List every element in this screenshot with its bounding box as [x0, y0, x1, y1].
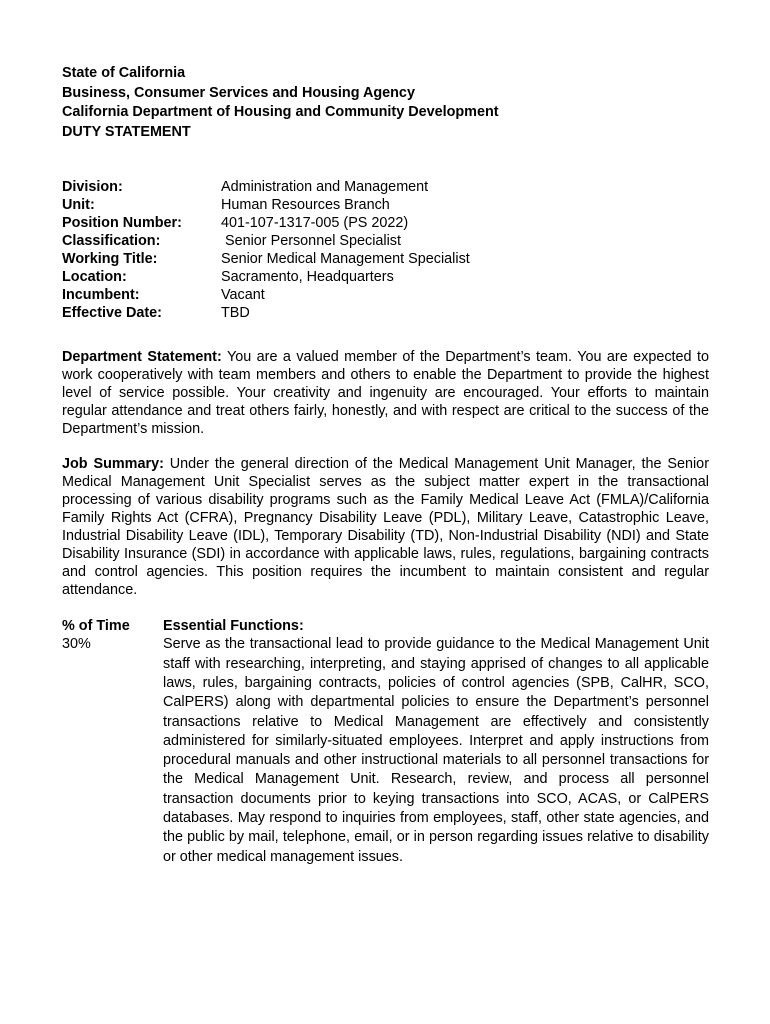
info-value: Senior Personnel Specialist: [221, 233, 401, 250]
info-row-classification: [62, 232, 709, 250]
department-statement-text: You are a valued member of the Department’s team. You are expected to work cooperatively with team members and others to enable the Department to provide the highest level of service possible. Your creativity and ingenuity are encouraged. Your efforts to maintain regular attendance and treat others fairly, honestly, and with respect are critical to the success of the Department’s mission.: [62, 349, 709, 438]
info-label: Unit:: [62, 197, 95, 214]
department-statement-label: Department Statement:: [62, 349, 222, 366]
info-row-working-title: [62, 250, 709, 268]
info-row-unit: [62, 196, 709, 214]
info-row-division: [62, 178, 709, 196]
info-value: Vacant: [221, 287, 265, 304]
header-agency: Business, Consumer Services and Housing Agency: [62, 84, 415, 101]
info-label: Classification:: [62, 233, 161, 250]
info-label: Division:: [62, 179, 123, 196]
function-description: Serve as the transactional lead to provide guidance to the Medical Management Unit staff with researching, interpreting, and staying apprised of changes to all applicable laws, rules, bargaining contracts, policies of control agencies (SPB, CalHR, SCO, CalPERS) along with departmental policies to ensure the Department’s personnel transactions relative to Medical Management are effectively and consistently administered for similarly-situated employees. Interpret and apply instructions from procedural manuals and other instructional materials to all personnel transactions for the Medical Management Unit. Research, review, and process all personnel transaction documents prior to keying transactions into SCO, ACAS, or CalPERS databases. May respond to inquiries from employees, staff, other state agencies, and the public by mail, telephone, email, or in person regarding issues relative to disability or other medical management issues.: [163, 636, 709, 865]
info-row-location: [62, 268, 709, 286]
job-summary: [62, 455, 709, 599]
duty-statement-page: [62, 64, 709, 867]
info-value: 401-107-1317-005 (PS 2022): [221, 215, 409, 232]
position-info-table: [62, 178, 709, 322]
info-value: TBD: [221, 305, 250, 322]
info-row-effective-date: [62, 304, 709, 322]
functions-header-row: [62, 617, 709, 635]
info-value: Sacramento, Headquarters: [221, 269, 394, 286]
info-value: Human Resources Branch: [221, 197, 390, 214]
info-label: Incumbent:: [62, 287, 140, 304]
info-label: Position Number:: [62, 215, 182, 232]
info-value: Senior Medical Management Specialist: [221, 251, 470, 268]
function-row: [62, 635, 709, 867]
job-summary-text: Under the general direction of the Medical Management Unit Manager, the Senior Medical Management Unit Specialist serves as the subject matter expert in the transactional processing of various disability programs such as the Family Medical Leave Act (FMLA)/California Family Rights Act (CFRA), Pregnancy Disability Leave (PDL), Military Leave, Catastrophic Leave, Industrial Disability Leave (IDL), Temporary Disability (TD), Non-Industrial Disability (NDI) and State Disability Insurance (SDI) in accordance with applicable laws, rules, regulations, bargaining contracts and control agencies. This position requires the incumbent to maintain consistent and regular attendance.: [62, 456, 709, 599]
job-summary-label: Job Summary:: [62, 456, 164, 473]
function-percent: 30%: [62, 636, 91, 653]
info-row-position-number: [62, 214, 709, 232]
department-statement: [62, 348, 709, 438]
info-label: Location:: [62, 269, 127, 286]
info-value: Administration and Management: [221, 179, 429, 196]
info-label: Working Title:: [62, 251, 158, 268]
essential-functions-table: [62, 617, 709, 867]
info-label: Effective Date:: [62, 305, 162, 322]
header-document-title: DUTY STATEMENT: [62, 123, 191, 140]
percent-time-header: % of Time: [62, 618, 130, 635]
header-state: State of California: [62, 65, 186, 81]
header-department: California Department of Housing and Community Development: [62, 104, 499, 121]
document-header: [62, 64, 709, 142]
essential-functions-header: Essential Functions:: [163, 618, 304, 635]
info-row-incumbent: [62, 286, 709, 304]
